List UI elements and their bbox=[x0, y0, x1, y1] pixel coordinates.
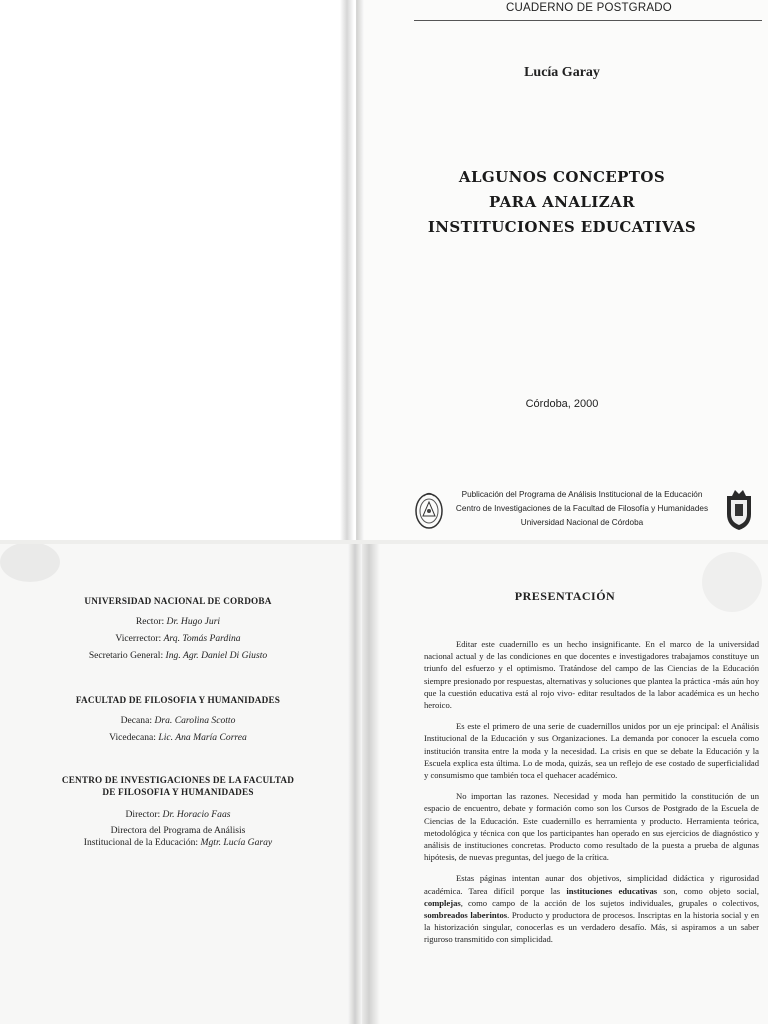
emphasis: sombreados laberintos bbox=[424, 910, 508, 921]
credit-row bbox=[8, 731, 348, 745]
credit-name: Lic. Ana María Correa bbox=[158, 732, 247, 743]
credit-row bbox=[8, 808, 348, 822]
credit-row-line bbox=[8, 837, 348, 849]
credit-row bbox=[8, 615, 348, 629]
university-heading: UNIVERSIDAD NACIONAL DE CORDOBA bbox=[84, 596, 272, 606]
footer-line: Universidad Nacional de Córdoba bbox=[520, 518, 644, 527]
paragraph-text: , como campo de la acción de los sujetos individuales, grupales o colectivos, bbox=[460, 897, 759, 908]
presentation-body bbox=[424, 638, 759, 955]
paragraph: No importan las razones. Necesidad y moda han permitido la constitución de un espacio de encuentro, debate y formación como son los Cursos de Postgrado de la Escuela de Ciencias de la Educación. Este cuadernillo es herramienta y producto. Herramienta teórica, metodológica y técnica con que los participantes han operado en sus ejercicios de diagnóstico y análisis de instituciones concretas. Producto como resultado de la puesta a prueba de algunas hipótesis, de nuevas preguntas, del juego de la crítica. bbox=[424, 791, 759, 863]
place-date: Córdoba, 2000 bbox=[525, 398, 599, 410]
credit-row bbox=[8, 825, 348, 849]
credit-name: Dr. Horacio Faas bbox=[162, 809, 231, 820]
page-spine-shadow bbox=[362, 542, 380, 1024]
credit-role: Decana: bbox=[120, 715, 153, 726]
series-header: CUADERNO DE POSTGRADO bbox=[506, 2, 672, 14]
section-title: PRESENTACIÓN bbox=[514, 589, 616, 603]
paragraph: Es este el primero de una serie de cuadernillos unidos por un eje principal: el Análisis Institucional de la Educación y sus Organizaciones. La demanda por conocer la escuela como institución transita entre la moda y la necesidad. La crisis en que se debate la Educación y la Escuela explica esta última. Lo de moda, quizás, sea un reflejo de ese costado de superficialidad y consumismo que también toca el quehacer académico. bbox=[424, 721, 759, 781]
scan-smudge bbox=[0, 542, 60, 582]
credit-name: Ing. Agr. Daniel Di Giusto bbox=[165, 650, 268, 661]
footer-line: Centro de Investigaciones de la Facultad de Filosofía y Humanidades bbox=[455, 504, 709, 513]
page-spine-shadow bbox=[348, 542, 362, 1024]
credit-row bbox=[8, 714, 348, 728]
credit-role: Directora del Programa de Análisis bbox=[110, 825, 246, 836]
book-title-line: INSTITUCIONES EDUCATIVAS bbox=[427, 218, 697, 236]
center-heading bbox=[8, 774, 348, 798]
paragraph bbox=[424, 872, 759, 945]
header-rule bbox=[414, 20, 762, 21]
cover-page bbox=[356, 0, 768, 542]
footer-line: Publicación del Programa de Análisis Institucional de la Educación bbox=[461, 490, 703, 499]
emphasis: instituciones educativas bbox=[566, 885, 658, 896]
scan-divider bbox=[0, 540, 768, 544]
credits-page bbox=[0, 542, 362, 1024]
book-title bbox=[356, 165, 768, 240]
center-heading-line: CENTRO DE INVESTIGACIONES DE LA FACULTAD bbox=[61, 775, 295, 785]
faculty-seal-icon bbox=[414, 490, 444, 530]
credit-role: Secretario General: bbox=[88, 650, 164, 661]
credit-name: Dr. Hugo Juri bbox=[166, 616, 221, 627]
page-spine-shadow bbox=[340, 0, 354, 542]
credit-name: Dra. Carolina Scotto bbox=[154, 715, 236, 726]
credit-role: Vicedecana: bbox=[109, 732, 156, 743]
publication-footer bbox=[451, 488, 713, 530]
author-name: Lucía Garay bbox=[524, 65, 600, 80]
credit-name: Mgtr. Lucía Garay bbox=[200, 837, 273, 848]
paragraph-text: . Producto y productora de procesos. Inscriptas en la historia social y en la historización singular, conocerlas es un verdadero desafío. Más, si aspiramos a un saber riguroso transmitido con simplicidad. bbox=[424, 910, 759, 945]
emphasis: complejas bbox=[424, 897, 461, 908]
credit-role: Director: bbox=[125, 809, 161, 820]
center-heading-line: DE FILOSOFIA Y HUMANIDADES bbox=[102, 787, 254, 797]
university-coat-of-arms-icon bbox=[723, 488, 755, 532]
blank-page bbox=[0, 0, 356, 542]
page-spine-shadow bbox=[356, 0, 364, 542]
credit-row bbox=[8, 632, 348, 646]
credit-name: Arq. Tomás Pardina bbox=[163, 633, 241, 644]
credit-role: Rector: bbox=[135, 616, 165, 627]
credit-row bbox=[8, 649, 348, 663]
paragraph-text: son, como objeto social, bbox=[657, 885, 759, 896]
paragraph: Editar este cuadernillo es un hecho insignificante. En el marco de la universidad nacional actual y de las condiciones en que docentes e investigadores trabajamos constituye un triunfo del esfuerzo y el optimismo. Tratándose del campo de las Ciencias de la Educación siempre presionado por respuestas, alternativas y soluciones que plantea la práctica -más aún hoy que la cuestión educativa está al rojo vivo- editar resultados de la labor académica es un hecho heroico. bbox=[424, 639, 759, 711]
credit-role: Vicerrector: bbox=[115, 633, 162, 644]
paragraph-text: Estas páginas intentan aunar dos objetivos, simplicidad didáctica y rigurosidad académica. Tarea difícil porque las bbox=[424, 873, 759, 896]
credit-role: Institucional de la Educación: bbox=[83, 837, 199, 848]
faculty-heading: FACULTAD DE FILOSOFIA Y HUMANIDADES bbox=[75, 695, 281, 705]
book-title-line: ALGUNOS CONCEPTOS bbox=[458, 168, 666, 186]
presentation-page bbox=[362, 542, 768, 1024]
book-title-line: PARA ANALIZAR bbox=[489, 193, 635, 211]
